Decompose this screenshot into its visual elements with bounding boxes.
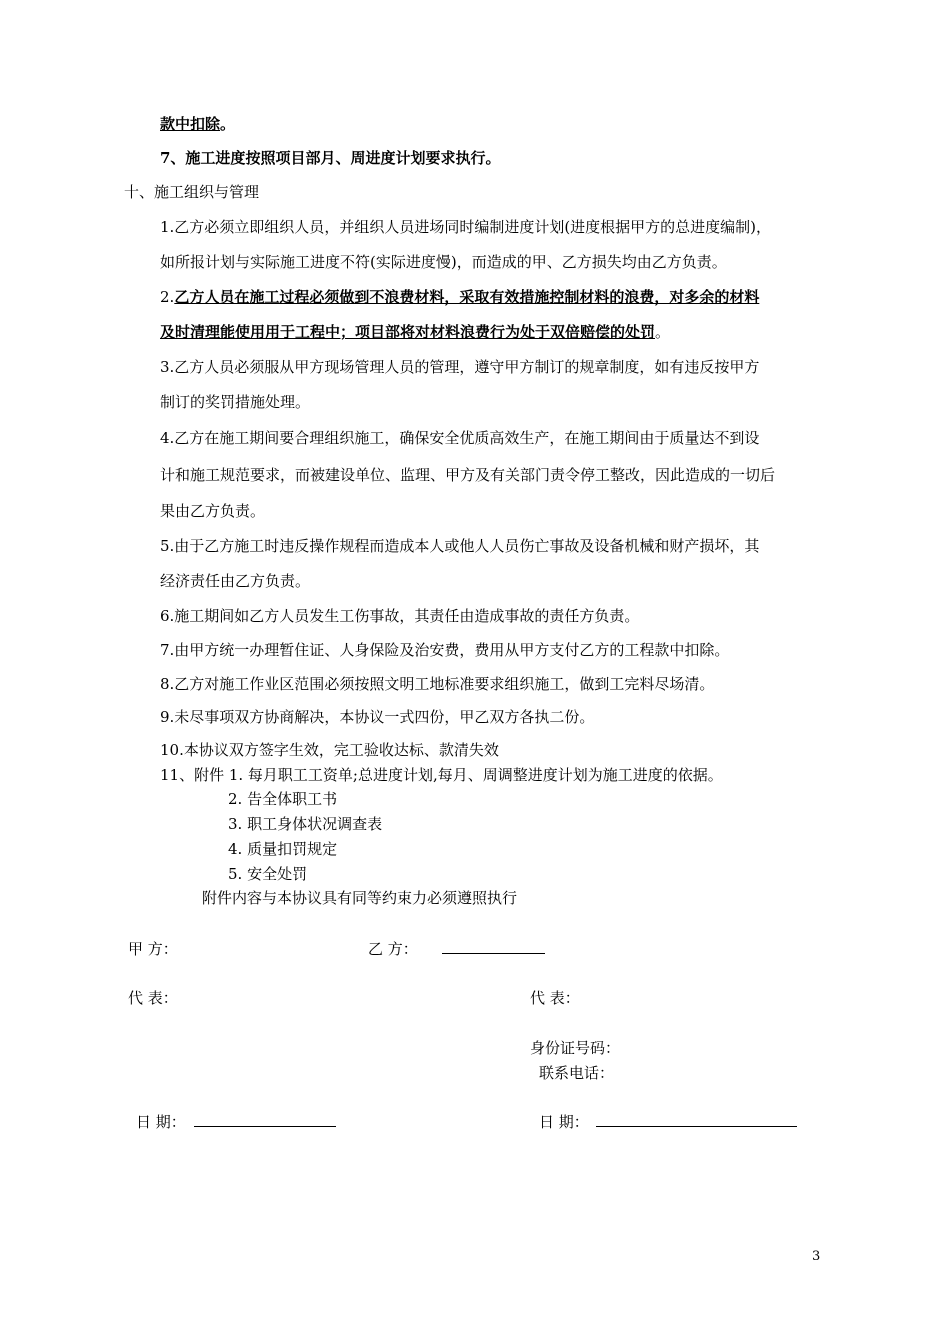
attachment-5: 5. 安全处罚 (228, 865, 308, 883)
attachment-4: 4. 质量扣罚规定 (228, 840, 338, 858)
clause-11: 11、附件 1. 每月职工工资单;总进度计划,每月、周调整进度计划为施工进度的依据。 (160, 766, 723, 784)
clause-2-line-2 (160, 322, 670, 342)
clause-4-line-1: 4.乙方在施工期间要合理组织施工，确保安全优质高效生产，在施工期间由于质量达不到设 (160, 429, 760, 447)
rep-a-label: 代 表： (128, 989, 178, 1007)
date-a-underline (194, 1112, 336, 1127)
date-b-label: 日 期： (539, 1113, 589, 1131)
clause-10: 10.本协议双方签字生效，完工验收达标、款清失效 (160, 741, 499, 759)
clause-1-line-2: 如所报计划与实际施工进度不符(实际进度慢)，而造成的甲、乙方损失均由乙方负责。 (160, 253, 727, 271)
attachment-2: 2. 告全体职工书 (228, 790, 338, 808)
clause-3-line-2: 制订的奖罚措施处理。 (160, 393, 311, 411)
clause-5-line-2: 经济责任由乙方负责。 (160, 572, 311, 590)
date-a-blank (194, 1112, 336, 1132)
party-b-label: 乙 方： (368, 940, 418, 958)
date-a-label: 日 期： (136, 1113, 186, 1131)
id-number-label: 身份证号码： (530, 1039, 621, 1057)
clause-4-line-2: 计和施工规范要求，而被建设单位、监理、甲方及有关部门责令停工整改，因此造成的一切后 (160, 466, 776, 484)
clause-2-line-1 (160, 287, 759, 307)
clause-2-emphasis-1: 乙方人员在施工过程必须做到不浪费材料，采取有效措施控制材料的浪费，对多余的材料 (174, 288, 760, 306)
clause-1-line-1: 1.乙方必须立即组织人员，并组织人员进场同时编制进度计划(进度根据甲方的总进度编制)， (160, 218, 772, 236)
clause-7: 7.由甲方统一办理暂住证、人身保险及治安费，费用从甲方支付乙方的工程款中扣除。 (160, 641, 730, 659)
attachment-note: 附件内容与本协议具有同等约束力必须遵照执行 (202, 889, 518, 907)
date-b-underline (596, 1112, 797, 1127)
date-b-blank (596, 1112, 797, 1132)
clause-9: 9.未尽事项双方协商解决，本协议一式四份，甲乙双方各执二份。 (160, 708, 595, 726)
clause-6: 6.施工期间如乙方人员发生工伤事故，其责任由造成事故的责任方负责。 (160, 607, 640, 625)
item-7: 7、施工进度按照项目部月、周进度计划要求执行。 (160, 149, 501, 167)
clause-2-emphasis-2: 及时清理能使用用于工程中；项目部将对材料浪费行为处于双倍赔偿的处罚 (160, 323, 656, 341)
clause-4-line-3: 果由乙方负责。 (160, 502, 266, 520)
clause-3-line-1: 3.乙方人员必须服从甲方现场管理人员的管理，遵守甲方制订的规章制度，如有违反按甲方 (160, 358, 760, 376)
continuation-line (160, 114, 235, 134)
clause-2-number: 2. (160, 288, 175, 306)
clause-5-line-1: 5.由于乙方施工时违反操作规程而造成本人或他人人员伤亡事故及设备机械和财产损坏，其 (160, 537, 760, 555)
rep-b-label: 代 表： (530, 989, 580, 1007)
continuation-tail: 。 (220, 115, 236, 133)
phone-label: 联系电话： (539, 1064, 615, 1082)
party-a-label: 甲 方： (128, 940, 178, 958)
page-number: 3 (812, 1249, 821, 1264)
clause-8: 8.乙方对施工作业区范围必须按照文明工地标准要求组织施工，做到工完料尽场清。 (160, 675, 715, 693)
party-b-underline (442, 939, 545, 954)
continuation-emphasis: 款中扣除 (160, 115, 221, 133)
clause-2-tail: 。 (655, 323, 671, 341)
section-heading: 十、施工组织与管理 (124, 183, 260, 201)
party-b-blank (442, 939, 545, 959)
attachment-3: 3. 职工身体状况调查表 (228, 815, 383, 833)
